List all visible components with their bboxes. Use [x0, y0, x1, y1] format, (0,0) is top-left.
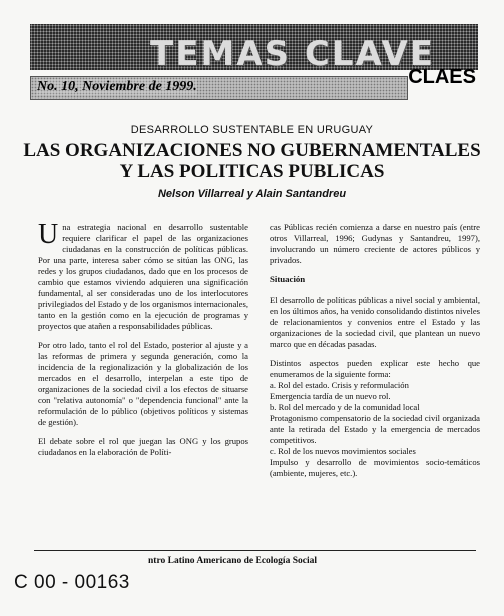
title-line-2: Y LAS POLITICAS PUBLICAS — [119, 161, 385, 182]
subheading: Situación — [270, 274, 306, 284]
issue-line: No. 10, Noviembre de 1999. — [37, 79, 197, 94]
section-label: DESARROLLO SUSTENTABLE EN URUGUAY — [130, 124, 374, 136]
left-column — [38, 219, 248, 466]
title-line-1: LAS ORGANIZACIONES NO GUBERNAMENTALES — [23, 140, 481, 161]
drop-cap: U — [38, 219, 59, 250]
list-item: b. Rol del mercado y de la comunidad local — [270, 402, 420, 412]
article-authors: Nelson Villarreal y Alain Santandreu — [157, 188, 347, 200]
list-item: c. Rol de los nuevos movimientos sociales — [270, 446, 416, 456]
paragraph: cas Públicas recién comienza a darse en nuestro país (entre otros Villarreal, 1996; Gudynas y Santandreu, 1997), involucrando un número creciente de actores públicos y privados. — [270, 222, 480, 265]
banner-pattern — [30, 24, 478, 74]
footer-org: ntro Latino Americano de Ecología Social — [148, 556, 317, 566]
article-title — [20, 140, 484, 182]
list-item: Emergencia tardía de un nuevo rol. — [270, 391, 391, 401]
paragraph — [38, 219, 248, 332]
paragraph: El desarrollo de políticas públicas a nivel social y ambiental, en los últimos años, ha venido consolidando distintos niveles de relacionamientos y convenios entre el Estado y las organizaciones de la sociedad civil, que plantean un nuevo marco que en décadas pasadas. — [270, 295, 480, 349]
brand-logo: CLAES — [408, 66, 476, 88]
document-code: C 00 - 00163 — [14, 572, 130, 593]
banner-title: TEMAS CLAVE — [150, 34, 436, 74]
issue-bar — [30, 76, 408, 100]
right-column — [270, 222, 480, 479]
list-item: Impulso y desarrollo de movimientos socio-temáticos (ambiente, mujeres, etc.). — [270, 457, 480, 478]
paragraph: Por otro lado, tanto el rol del Estado, posterior al ajuste y a las reformas de primera y segunda generación, como la incidencia de la regionalización y la globalización de los mercados en el desarrollo, interpelan a este tipo de organizaciones de la sociedad civil a los efectos de situarse con "relativa autonomía" o "dependencia funcional" ante la reformulación de lo público (objetivos políticos y sistemas de gestión). — [38, 340, 248, 427]
paragraph: Distintos aspectos pueden explicar este hecho que enumeramos de la siguiente forma: — [270, 358, 480, 379]
list-item: a. Rol del estado. Crisis y reformulación — [270, 380, 409, 390]
paragraph: El debate sobre el rol que juegan las ONG y los grupos ciudadanos en la elaboración de Políti- — [38, 436, 248, 457]
list-item: Protagonismo compensatorio de la sociedad civil organizada ante la retirada del Estado y la emergencia de mercados competitivos. — [270, 413, 480, 445]
paragraph-text: na estrategia nacional en desarrollo sustentable requiere clarificar el papel de las organizaciones ciudadanas en la construcción de políticas públicas. Por una parte, interesa saber cómo se sitúan las ONG, las redes y los grupos ciudadanos, dado que en los procesos de cambio que estamos viviendo adquieren una significación fundamental, al ser consideradas uno de los interlocutores privilegiados del Estado y de los organismos internacionales, tanto en la gestión como en la ejecución de programas y proyectos que atañen a responsabilidades públicas. — [38, 222, 248, 331]
header-banner — [30, 14, 478, 104]
footer-divider — [34, 550, 476, 551]
